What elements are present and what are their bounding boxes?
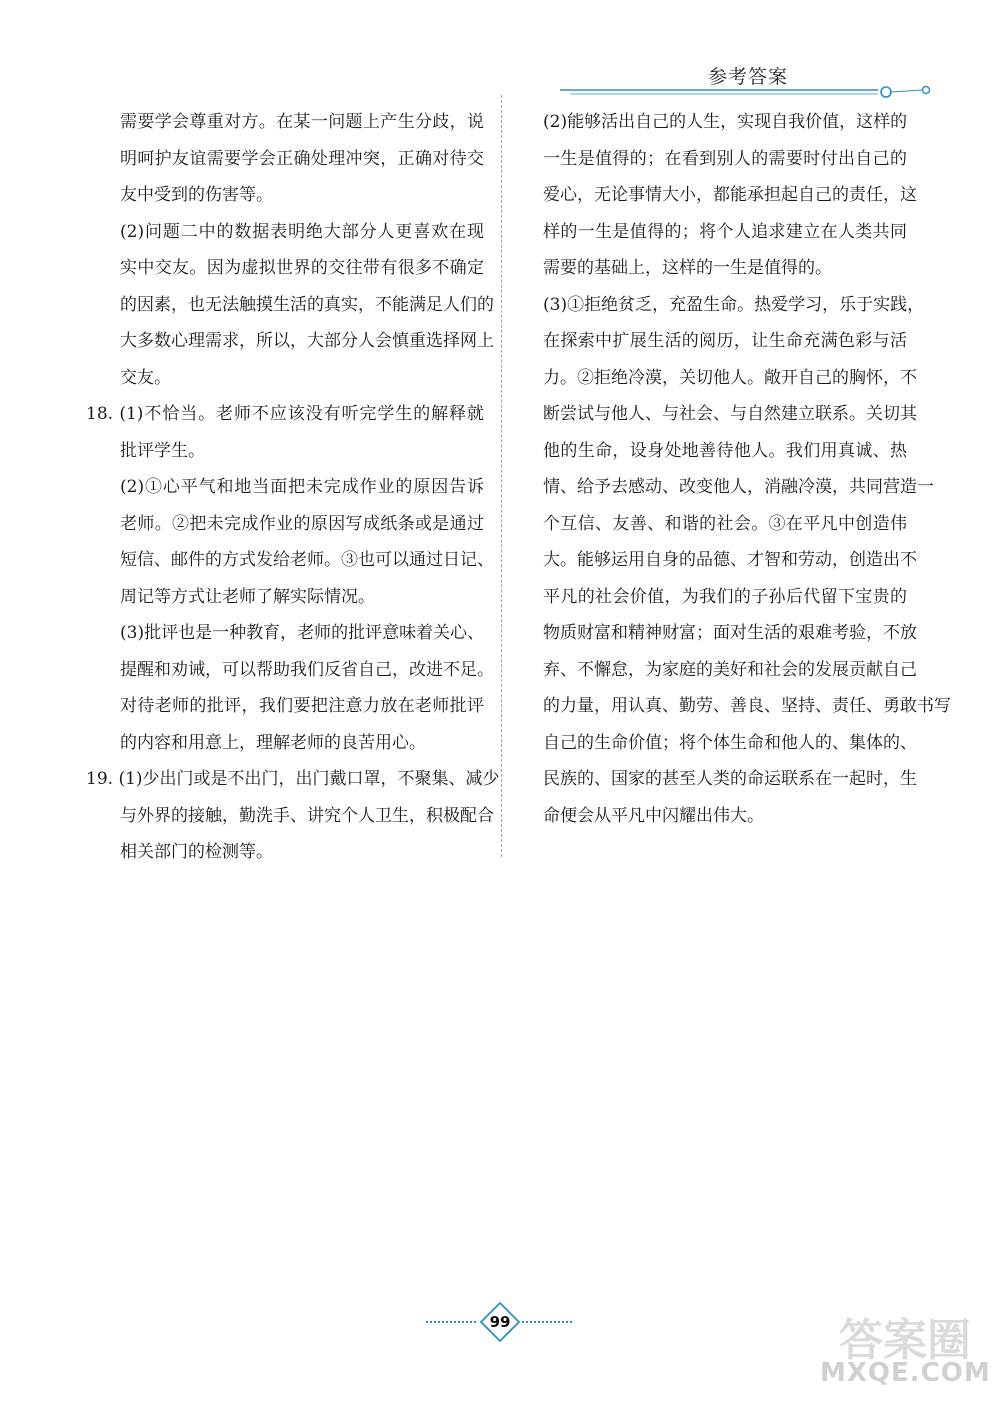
text-line: 民族的、国家的甚至人类的命运联系在一起时，生: [543, 769, 917, 789]
text-line: 18. (1)不恰当。老师不应该没有听完学生的解释就: [86, 404, 484, 424]
header-decoration: [560, 80, 940, 104]
text-line: (2)问题二中的数据表明绝大部分人更喜欢在现: [120, 221, 484, 242]
text-line: 短信、邮件的方式发给老师。③也可以通过日记、: [120, 550, 494, 570]
text-line: 批评学生。: [120, 440, 205, 461]
text-line: 相关部门的检测等。: [120, 842, 273, 862]
watermark-logo: 答案圈: [839, 1315, 971, 1366]
text-line: 老师。②把未完成作业的原因写成纸条或是通过: [120, 513, 484, 534]
text-line: 在探索中扩展生活的阅历，让生命充满色彩与活: [543, 331, 907, 351]
watermark-text: MXQE.COM: [820, 1358, 991, 1388]
text-line: 交友。: [120, 367, 171, 388]
text-line: 19. (1)少出门或是不出门，出门戴口罩，不聚集、减少: [86, 769, 500, 789]
text-line: 断尝试与他人、与社会、与自然建立联系。关切其: [543, 404, 917, 424]
column-divider: [501, 95, 502, 857]
text-line: 需要学会尊重对方。在某一问题上产生分歧，说: [120, 112, 484, 132]
text-line: 需要的基础上，这样的一生是值得的。: [543, 258, 832, 278]
text-line: 与外界的接触，勤洗手、讲究个人卫生，积极配合: [120, 805, 494, 826]
text-line: 友中受到的伤害等。: [120, 185, 273, 205]
text-line: 情、给予去感动、改变他人，消融冷漠，共同营造一: [543, 477, 934, 497]
text-line: (3)①拒绝贫乏，充盈生命。热爱学习，乐于实践，: [543, 294, 925, 315]
text-line: (2)能够活出自己的人生，实现自我价值，这样的: [543, 112, 908, 132]
text-line: 对待老师的批评，我们要把注意力放在老师批评: [120, 696, 484, 716]
text-line: 弃、不懈怠，为家庭的美好和社会的发展贡献自己: [543, 659, 917, 680]
text-line: 物质财富和精神财富；面对生活的艰难考验，不放: [543, 623, 917, 643]
text-line: 个互信、友善、和谐的社会。③在平凡中创造伟: [543, 513, 907, 534]
text-line: 的内容和用意上，理解老师的良苦用心。: [120, 732, 426, 753]
text-line: 大多数心理需求，所以，大部分人会慎重选择网上: [120, 331, 494, 351]
text-line: 力。②拒绝冷漠，关切他人。敞开自己的胸怀，不: [543, 367, 917, 388]
watermark: [820, 1296, 990, 1396]
text-line: (2)①心平气和地当面把未完成作业的原因告诉: [120, 477, 484, 497]
text-line: 命便会从平凡中闪耀出伟大。: [543, 805, 764, 826]
page-number: 99: [489, 1313, 511, 1331]
page-header-title: 参考答案: [707, 66, 788, 88]
text-line: (3)批评也是一种教育，老师的批评意味着关心、: [120, 623, 485, 643]
text-line: 一生是值得的；在看到别人的需要时付出自己的: [543, 148, 907, 169]
text-line: 平凡的社会价值，为我们的子孙后代留下宝贵的: [543, 586, 907, 607]
text-line: 样的一生是值得的；将个人追求建立在人类共同: [543, 221, 907, 242]
text-line: 的力量，用认真、勤劳、善良、坚持、责任、勇敢书写: [543, 696, 951, 716]
text-line: 实中交友。因为虚拟世界的交往带有很多不确定: [120, 258, 484, 278]
text-line: 爱心，无论事情大小，都能承担起自己的责任，这: [543, 185, 917, 205]
answer-column-left: [86, 104, 500, 871]
text-line: 提醒和劝诫，可以帮助我们反省自己，改进不足。: [120, 659, 494, 680]
text-line: 他的生命，设身处地善待他人。我们用真诚、热: [543, 440, 907, 461]
answer-column-right: [543, 104, 951, 834]
text-line: 大。能够运用自身的品德、才智和劳动，创造出不: [543, 550, 917, 570]
text-line: 自己的生命价值；将个体生命和他人的、集体的、: [543, 732, 917, 753]
text-line: 明呵护友谊需要学会正确处理冲突，正确对待交: [120, 148, 484, 169]
text-line: 周记等方式让老师了解实际情况。: [120, 586, 375, 607]
text-line: 的因素，也无法触摸生活的真实，不能满足人们的: [120, 294, 494, 315]
